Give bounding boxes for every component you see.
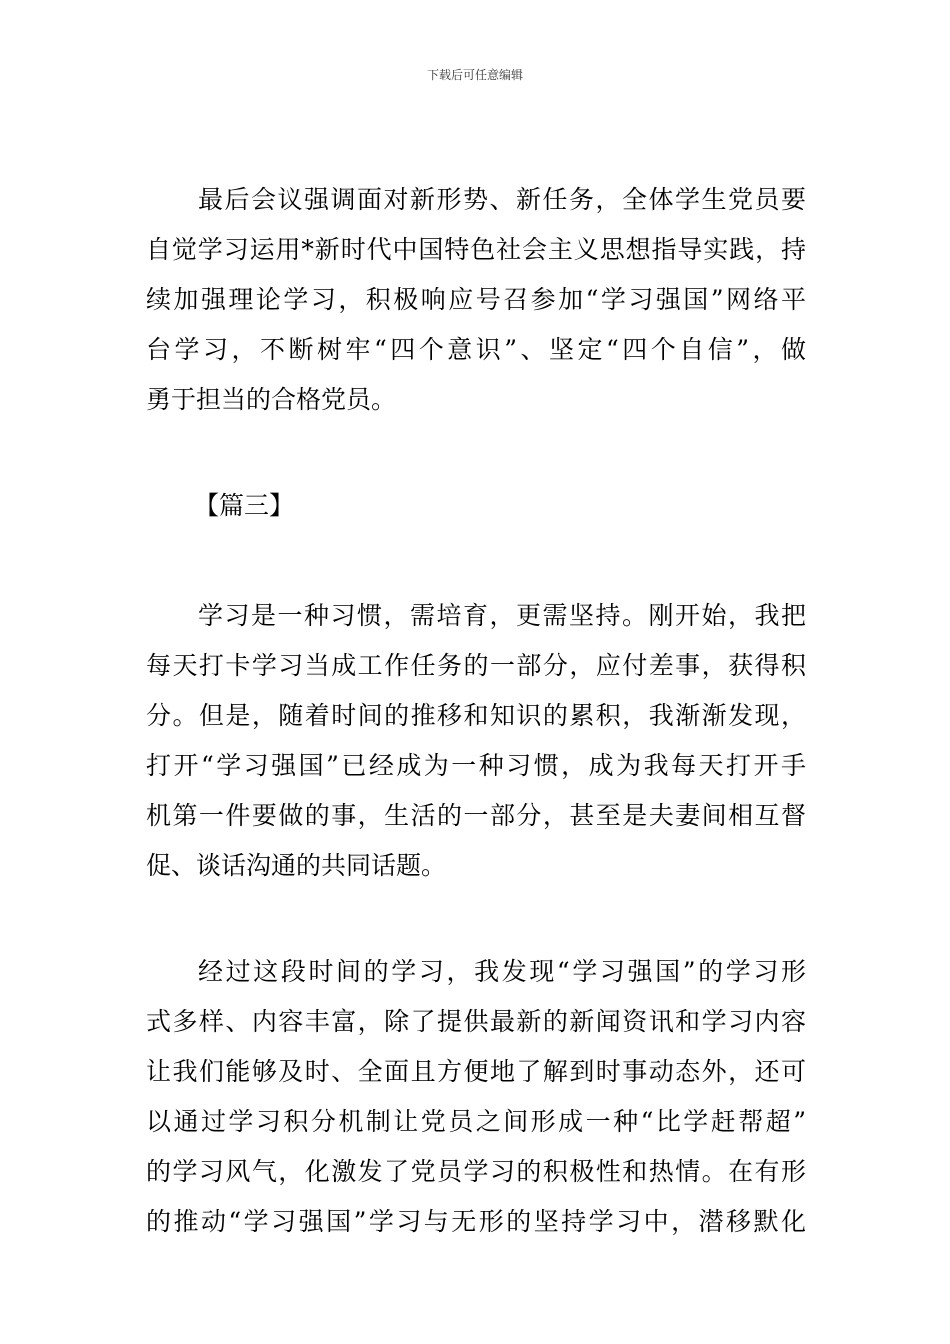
text-line: 的学习风气，化激发了党员学习的积极性和热情。在有形 [146,1157,806,1186]
text-line: 机第一件要做的事，生活的一部分，甚至是夫妻间相互督 [146,801,806,830]
spacer [146,891,806,947]
page-header-note: 下载后可任意编辑 [426,68,523,82]
text-line: 自觉学习运用*新时代中国特色社会主义思想指导实践，持 [146,235,806,264]
document-body [146,175,806,1247]
text-line: 打开“学习强国”已经成为一种习惯，成为我每天打开手 [146,751,806,780]
spacer [146,531,806,591]
paragraph-2 [146,591,806,891]
section-heading: 【篇三】 [194,491,295,520]
text-line: 续加强理论学习，积极响应号召参加“学习强国”网络平 [146,285,806,314]
text-line: 让我们能够及时、全面且方便地了解到时事动态外，还可 [146,1057,806,1086]
text-line: 最后会议强调面对新形势、新任务，全体学生党员要 [198,185,806,214]
text-line: 的推动“学习强国”学习与无形的坚持学习中，潜移默化 [146,1207,806,1236]
text-line: 学习是一种习惯，需培育，更需坚持。刚开始，我把 [198,601,806,630]
text-line: 式多样、内容丰富，除了提供最新的新闻资讯和学习内容 [146,1007,806,1036]
paragraph-1 [146,175,806,425]
paragraph-3 [146,947,806,1247]
text-line: 分。但是，随着时间的推移和知识的累积，我渐渐发现， [146,701,806,730]
text-line: 勇于担当的合格党员。 [146,385,397,414]
text-line: 每天打卡学习当成工作任务的一部分，应付差事，获得积 [146,651,806,680]
text-line: 促、谈话沟通的共同话题。 [146,851,447,880]
text-line: 台学习，不断树牢“四个意识”、坚定“四个自信”，做 [146,335,806,364]
text-line: 以通过学习积分机制让党员之间形成一种“比学赶帮超” [146,1107,806,1136]
text-line: 经过这段时间的学习，我发现“学习强国”的学习形 [198,957,806,986]
spacer [146,425,806,481]
